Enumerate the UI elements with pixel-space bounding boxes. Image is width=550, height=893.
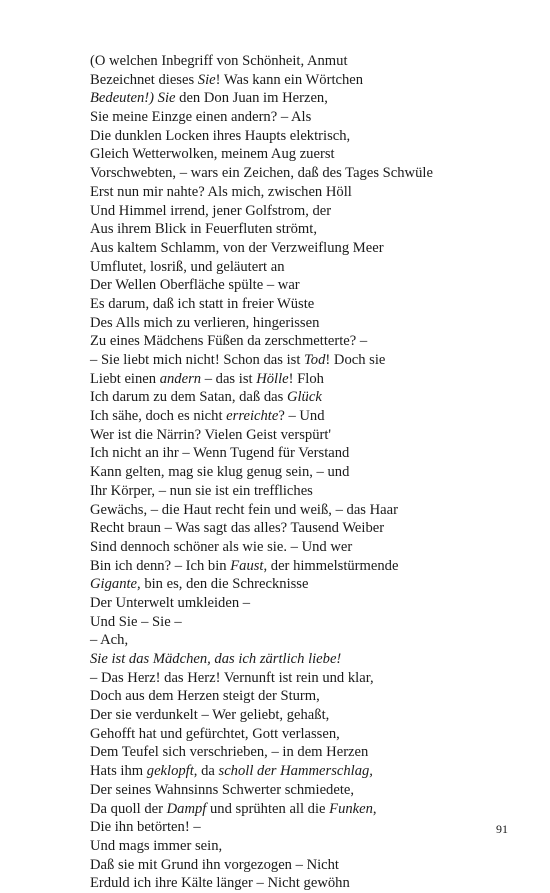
- poem-line: [90, 108, 510, 127]
- poem-text: [90, 52, 510, 893]
- poem-line: [90, 575, 510, 594]
- emphasized-text: Bedeuten!) Sie: [90, 90, 176, 107]
- line-text: , der himmelstürmende: [263, 557, 399, 574]
- poem-line: [90, 164, 510, 183]
- poem-line: [90, 519, 510, 538]
- poem-line: [90, 71, 510, 90]
- line-text: Liebt einen: [90, 370, 160, 387]
- poem-line: [90, 388, 510, 407]
- line-text: Der Unterwelt umkleiden –: [90, 594, 251, 611]
- line-text: – Sie liebt mich nicht! Schon das ist: [90, 352, 305, 368]
- poem-line: [90, 426, 510, 445]
- line-text: ! Doch sie: [325, 352, 386, 368]
- line-text: Aus kaltem Schlamm, von der Verzweiflung Meer: [90, 239, 384, 256]
- line-text: ! Was kann ein Wörtchen: [215, 71, 364, 88]
- emphasized-text: Dampf: [166, 800, 207, 817]
- line-text: – Das Herz! das Herz! Vernunft ist rein und klar,: [90, 669, 374, 686]
- line-text: Ich sähe, doch es nicht: [90, 408, 227, 425]
- poem-line: [90, 762, 510, 781]
- poem-line: [90, 594, 510, 613]
- poem-line: [90, 501, 510, 520]
- line-text: Und Sie – Sie –: [90, 613, 182, 630]
- line-text: Sie meine Einzge einen andern? – Als: [90, 109, 312, 126]
- poem-line: [90, 557, 510, 576]
- poem-line: [90, 220, 510, 239]
- poem-line: [90, 538, 510, 557]
- line-text: Zu eines Mädchens Füßen da zerschmetterte? –: [90, 333, 368, 350]
- poem-line: [90, 800, 510, 819]
- poem-line: [90, 463, 510, 482]
- line-text: Und Himmel irrend, jener Golfstrom, der: [90, 202, 332, 219]
- poem-line: [90, 874, 510, 893]
- line-text: den Don Juan im Herzen,: [175, 90, 328, 107]
- emphasized-text: Faust: [230, 557, 264, 574]
- poem-line: [90, 687, 510, 706]
- line-text: Der Wellen Oberfläche spülte – war: [90, 277, 300, 294]
- line-text: Daß sie mit Grund ihn vorgezogen – Nicht: [90, 856, 339, 873]
- line-text: Doch aus dem Herzen steigt der Sturm,: [90, 688, 320, 705]
- line-text: Gleich Wetterwolken, meinem Aug zuerst: [90, 146, 335, 163]
- poem-line: [90, 145, 510, 164]
- emphasized-text: Gigante: [90, 576, 138, 593]
- emphasized-text: Sie: [197, 71, 216, 88]
- line-text: , da: [193, 763, 219, 780]
- line-text: Sind dennoch schöner als wie sie. – Und wer: [90, 538, 353, 555]
- line-text: ? – Und: [278, 408, 325, 425]
- emphasized-text: Glück: [286, 389, 322, 406]
- poem-line: [90, 837, 510, 856]
- poem-line: [90, 295, 510, 314]
- line-text: und sprühten all die: [206, 800, 330, 817]
- line-text: – das ist: [201, 370, 257, 387]
- poem-line: [90, 332, 510, 351]
- line-text: , bin es, den die Schrecknisse: [137, 576, 309, 593]
- poem-line: [90, 856, 510, 875]
- line-text: Da quoll der: [90, 800, 167, 817]
- line-text: Vorschwebten, – wars ein Zeichen, daß des Tages Schwüle: [90, 165, 433, 182]
- poem-line: [90, 52, 510, 71]
- line-text: Gehofft hat und gefürchtet, Gott verlassen,: [90, 725, 340, 742]
- poem-line: [90, 444, 510, 463]
- poem-line: [90, 407, 510, 426]
- poem-line: [90, 89, 510, 108]
- poem-line: [90, 706, 510, 725]
- line-text: Der seines Wahnsinns Schwerter schmiedete,: [90, 781, 355, 798]
- poem-line: [90, 351, 510, 370]
- poem-line: [90, 669, 510, 688]
- emphasized-text: Tod: [304, 352, 326, 368]
- emphasized-text: Funken: [329, 800, 373, 817]
- line-text: Umflutet, losriß, und geläutert an: [90, 258, 285, 275]
- poem-line: [90, 781, 510, 800]
- line-text: ,: [372, 800, 377, 817]
- line-text: (O welchen Inbegriff von Schönheit, Anmut: [90, 53, 348, 69]
- line-text: Und mags immer sein,: [90, 837, 223, 854]
- poem-line: [90, 743, 510, 762]
- line-text: Es darum, daß ich statt in freier Wüste: [90, 295, 315, 312]
- line-text: Gewächs, – die Haut recht fein und weiß, – das Haar: [90, 501, 398, 518]
- poem-line: [90, 613, 510, 632]
- line-text: Bezeichnet dieses: [90, 71, 198, 88]
- line-text: Bin ich denn? – Ich bin: [90, 557, 231, 574]
- line-text: Erst nun mir nahte? Als mich, zwischen Höll: [90, 183, 352, 200]
- line-text: Aus ihrem Blick in Feuerfluten strömt,: [90, 221, 317, 238]
- poem-line: [90, 127, 510, 146]
- emphasized-text: geklopft: [146, 763, 194, 780]
- poem-line: [90, 482, 510, 501]
- line-text: Der sie verdunkelt – Wer geliebt, gehaßt,: [90, 707, 330, 724]
- emphasized-text: scholl der Hammerschlag,: [218, 763, 373, 780]
- poem-line: [90, 370, 510, 389]
- poem-line: [90, 183, 510, 202]
- line-text: Recht braun – Was sagt das alles? Tausend Weiber: [90, 520, 385, 537]
- poem-line: [90, 314, 510, 333]
- poem-line: [90, 202, 510, 221]
- line-text: Wer ist die Närrin? Vielen Geist verspürt': [90, 426, 332, 443]
- poem-line: [90, 650, 510, 669]
- line-text: Kann gelten, mag sie klug genug sein, – und: [90, 464, 350, 481]
- line-text: Die ihn betörten! –: [90, 819, 201, 836]
- emphasized-text: Sie ist das Mädchen, das ich zärtlich liebe!: [90, 651, 342, 667]
- line-text: Hats ihm: [90, 763, 147, 780]
- poem-line: [90, 818, 510, 837]
- emphasized-text: andern: [159, 370, 202, 387]
- line-text: Ich nicht an ihr – Wenn Tugend für Verstand: [90, 445, 350, 462]
- poem-line: [90, 276, 510, 295]
- emphasized-text: erreichte: [226, 408, 279, 425]
- line-text: Ich darum zu dem Satan, daß das: [90, 389, 287, 406]
- line-text: Ihr Körper, – nun sie ist ein treffliches: [90, 482, 313, 499]
- emphasized-text: Hölle: [256, 370, 289, 387]
- line-text: Die dunklen Locken ihres Haupts elektrisch,: [90, 127, 351, 144]
- poem-line: [90, 725, 510, 744]
- line-text: Erduld ich ihre Kälte länger – Nicht gewöhn: [90, 875, 350, 892]
- poem-line: [90, 239, 510, 258]
- page-number: 91: [496, 822, 508, 836]
- poem-line: [90, 631, 510, 650]
- line-text: Dem Teufel sich verschrieben, – in dem Herzen: [90, 744, 369, 761]
- line-text: Des Alls mich zu verlieren, hingerissen: [90, 314, 320, 331]
- line-text: ! Floh: [288, 370, 324, 387]
- poem-line: [90, 258, 510, 277]
- line-text: – Ach,: [90, 632, 129, 649]
